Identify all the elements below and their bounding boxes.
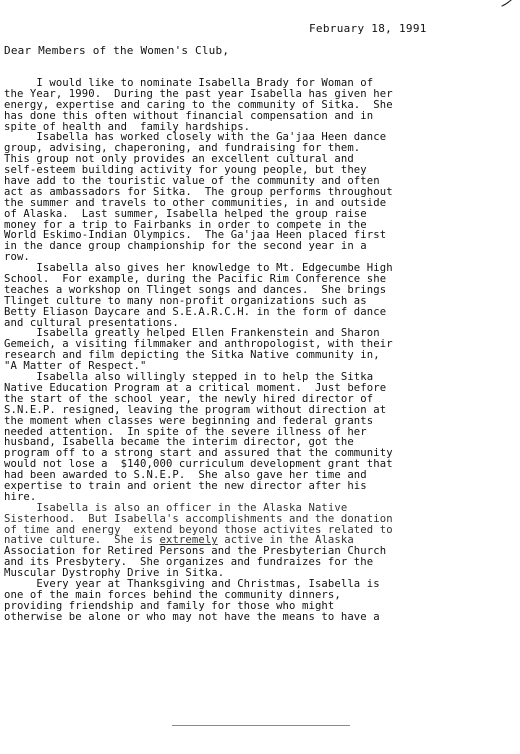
letter-line: hire. xyxy=(4,490,37,503)
letter-line: in the dance group championship for the second year in a xyxy=(4,240,367,253)
letter-line: expertise to train and orient the new director after his xyxy=(4,479,367,492)
letter-line: had been awarded to S.N.E.P. She also gave her time and xyxy=(4,469,367,482)
letter-line: money for a trip to Fairbanks in order to compete in the xyxy=(4,218,367,231)
letter-line: the summer and travels to other communities, in and outside xyxy=(4,196,387,209)
letter-line: Every year at Thanksgiving and Christmas, Isabella is xyxy=(4,577,380,590)
letter-line: This group not only provides an excellent cultural and xyxy=(4,153,354,166)
letter-line: has done this often without financial compensation and in xyxy=(4,109,374,122)
letter-line: husband, Isabella became the interim director, got the xyxy=(4,436,354,449)
letter-line: one of the main forces behind the community dinners, xyxy=(4,588,341,601)
letter-line: Isabella greatly helped Ellen Frankenstein and Sharon xyxy=(4,327,380,340)
letter-line: Sisterhood. But Isabella's accomplishments and the donation xyxy=(4,512,393,525)
letter-line: would not lose a $140,000 curriculum development grant that xyxy=(4,458,393,471)
letter-line: the moment when classes were beginning and federal grants xyxy=(4,414,374,427)
letter-line: research and film depicting the Sitka Native community in, xyxy=(4,349,380,362)
letter-line: Tlinget culture to many non-profit organizations such as xyxy=(4,294,367,307)
letter-line: providing friendship and family for those who might xyxy=(4,599,335,612)
letter-line: teaches a workshop on Tlinget songs and dances. She brings xyxy=(4,283,387,296)
letter-line: self-esteem building activity for young people, but they xyxy=(4,164,367,177)
letter-line: of Alaska. Last summer, Isabella helped the group raise xyxy=(4,207,367,220)
letter-line: S.N.E.P. resigned, leaving the program without direction at xyxy=(4,403,387,416)
letter-line: I would like to nominate Isabella Brady for Woman of xyxy=(4,77,374,89)
letter-line: spite of health and family hardships. xyxy=(4,120,251,133)
letter-line: row. xyxy=(4,251,30,264)
letter-line: native culture. She is extremely active in the Alaska xyxy=(4,534,354,547)
letter-line: Isabella has worked closely with the Ga'jaa Heen dance xyxy=(4,131,387,144)
letter-line: Isabella is also an officer in the Alaska Native xyxy=(4,501,348,514)
letter-line: Betty Eliason Daycare and S.E.A.R.C.H. in the form of dance xyxy=(4,305,387,318)
letter-line: the start of the school year, the newly hired director of xyxy=(4,392,374,405)
letter-line: World Eskimo-Indian Olympics. The Ga'jaa Heen placed first xyxy=(4,229,387,242)
pen-stroke-icon xyxy=(500,0,518,8)
letter-line: of time and energy extend beyond those activites related to xyxy=(4,523,393,536)
underlined-word: extremely xyxy=(159,534,218,547)
letter-line: Isabella also gives her knowledge to Mt. Edgecumbe High xyxy=(4,262,393,275)
letter-line: group, advising, chaperoning, and fundraising for them. xyxy=(4,142,361,155)
letter-line: Gemeich, a visiting filmmaker and anthropologist, with their xyxy=(4,338,393,351)
letter-line: Muscular Dystrophy Drive in Sitka. xyxy=(4,567,225,580)
letter-line: "A Matter of Respect." xyxy=(4,360,147,373)
letter-line: program off to a strong start and assured that the community xyxy=(4,447,393,460)
letter-line: needed attention. In spite of the severe illness of her xyxy=(4,425,367,438)
letter-line: have add to the touristic value of the community and often xyxy=(4,175,380,188)
letter-line: act as ambassadors for Sitka. The group performs throughout xyxy=(4,185,393,198)
letter-line: School. For example, during the Pacific Rim Conference she xyxy=(4,273,387,286)
letter-line: energy, expertise and caring to the community of Sitka. She xyxy=(4,98,393,111)
letter-line: Isabella also willingly stepped in to help the Sitka xyxy=(4,371,374,384)
letter-date: February 18, 1991 xyxy=(309,22,427,35)
letter-line: and cultural presentations. xyxy=(4,316,179,329)
letter-line: and its Presbytery. She organizes and fundraizes for the xyxy=(4,556,374,569)
letter-body xyxy=(4,70,516,623)
letter-line: the Year, 1990. During the past year Isabella has given her xyxy=(4,87,393,100)
footer-divider xyxy=(172,725,350,726)
letter-salutation: Dear Members of the Women's Club, xyxy=(4,44,230,57)
letter-line: otherwise be alone or who may not have the means to have a xyxy=(4,610,380,623)
letter-line: Native Education Program at a critical moment. Just before xyxy=(4,381,387,394)
letter-line: Association for Retired Persons and the Presbyterian Church xyxy=(4,545,387,558)
